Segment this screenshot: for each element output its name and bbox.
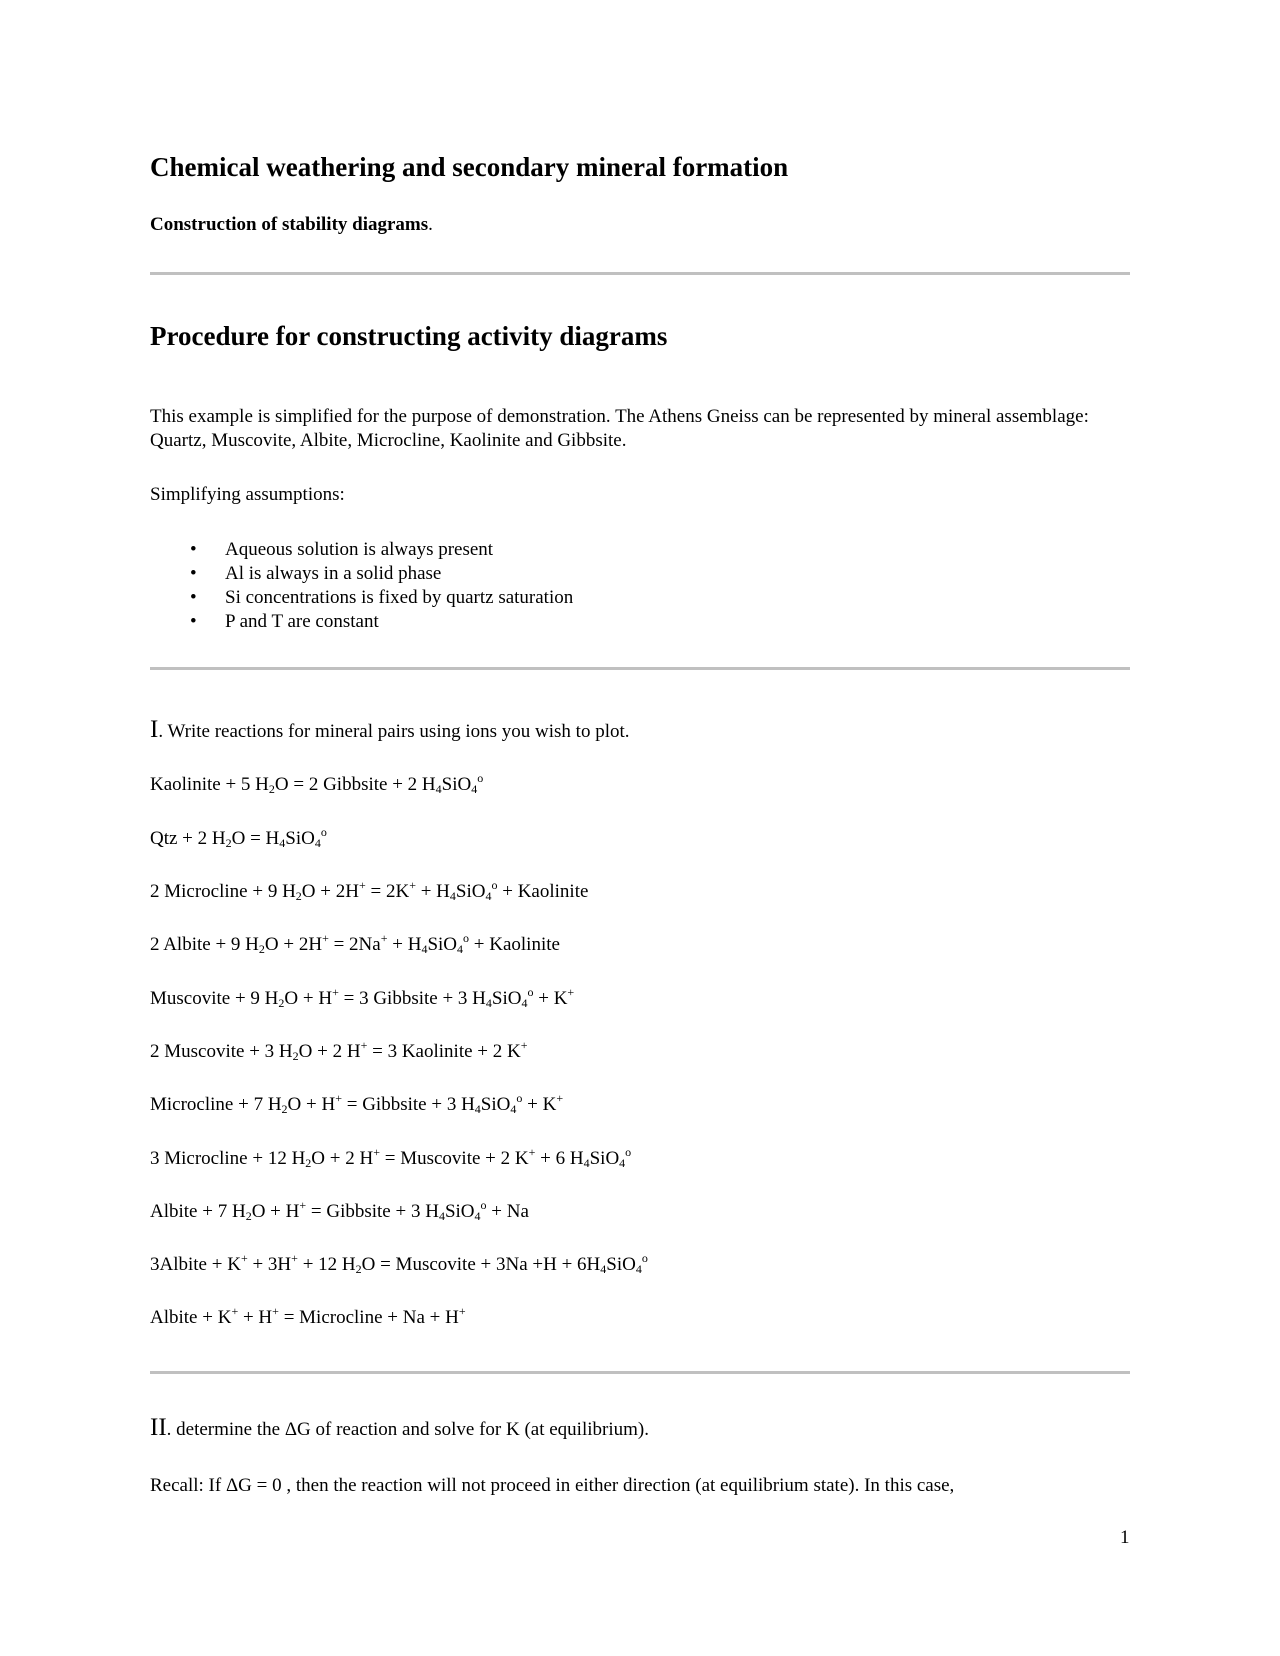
step-numeral: II [150,1414,167,1441]
assumptions-list [150,538,573,634]
page-number: 1 [1120,1527,1130,1548]
step-two-heading [150,1415,649,1443]
reaction-equation: Albite + K+ + H+ = Microcline + Na + H+ [150,1304,466,1328]
recall-paragraph: Recall: If ΔG = 0 , then the reaction will not proceed in either direction (at equilibrium state). In this case, [150,1475,955,1496]
page-title: Chemical weathering and secondary mineral formation [150,152,789,182]
list-item-text: Si concentrations is fixed by quartz saturation [225,587,574,608]
horizontal-rule [150,272,1130,275]
bullet-glyph: • [190,611,197,632]
reaction-equation: 2 Albite + 9 $H_2O + 2H^+ = 2Na^+ + H_4SiO_4^o$ + Kaolinite [150,931,560,956]
reaction-equation: 2 Microcline + 9 $H_2O + 2H^+ = 2K^+ + H_4SiO_4^o$ + Kaolinite [150,878,589,903]
horizontal-rule [150,667,1130,670]
step-one-heading [150,717,630,745]
list-item [150,538,573,562]
assumptions-label: Simplifying assumptions: [150,484,345,505]
bullet-glyph: • [190,563,197,584]
section-heading: Procedure for constructing activity diagrams [150,321,668,351]
subtitle-bold: Construction of stability diagrams [150,214,429,235]
list-item-text: Aqueous solution is always present [225,539,494,560]
reaction-equation: Albite + 7 $H_2O + H^+$ = Gibbsite + 3 $H_4SiO_4^o + Na$ [150,1198,529,1223]
reaction-equation: 2 Muscovite + 3 $H_2O + 2$ H+ = 3 Kaolinite + 2 K+ [150,1038,528,1063]
document-page [150,0,1130,1656]
step-numeral: I [150,716,159,743]
intro-paragraph: This example is simplified for the purpose of demonstration. The Athens Gneiss can be represented by mineral assemblage: Quartz, Muscovite, Albite, Microcline, Kaolinite and Gibbsite. [150,406,1089,451]
list-item [150,562,573,586]
list-item [150,610,573,634]
list-item [150,586,573,610]
bullet-glyph: • [190,587,197,608]
reaction-equation: Muscovite + 9 $H_2O + H^+ = 3$ Gibbsite + 3 $H_4SiO_4^o + K^+$ [150,985,575,1010]
subtitle-tail: . [428,214,433,235]
reaction-equation: Qtz + 2 $H_2O = H_4SiO_4^o$ [150,825,327,850]
step-text: . determine the ΔG of reaction and solve for K (at equilibrium). [166,1419,649,1440]
list-item-text: Al is always in a solid phase [225,563,442,584]
subtitle [150,213,433,237]
reaction-equation: 3 Microcline + 12 $H_2O + 2$ H+ = Muscovite + 2 K+ + 6 $H_4SiO_4^o$ [150,1145,632,1170]
reaction-equation: 3Albite + K+ + 3H+ + 12 $H_2O$ = Muscovite + $3Na +H + 6H_4SiO_4^o$ [150,1251,648,1276]
reaction-equation: Microcline + 7 $H_2O + H^+$ = Gibbsite + 3 $H_4SiO_4^o + K^+$ [150,1091,564,1116]
list-item-text: P and T are constant [225,611,379,632]
horizontal-rule [150,1371,1130,1374]
bullet-glyph: • [190,539,197,560]
reaction-equation: Kaolinite + 5 $H_2O = 2$ Gibbsite + 2 $H_4SiO_4^o$ [150,771,484,796]
step-text: . Write reactions for mineral pairs using ions you wish to plot. [158,721,630,742]
